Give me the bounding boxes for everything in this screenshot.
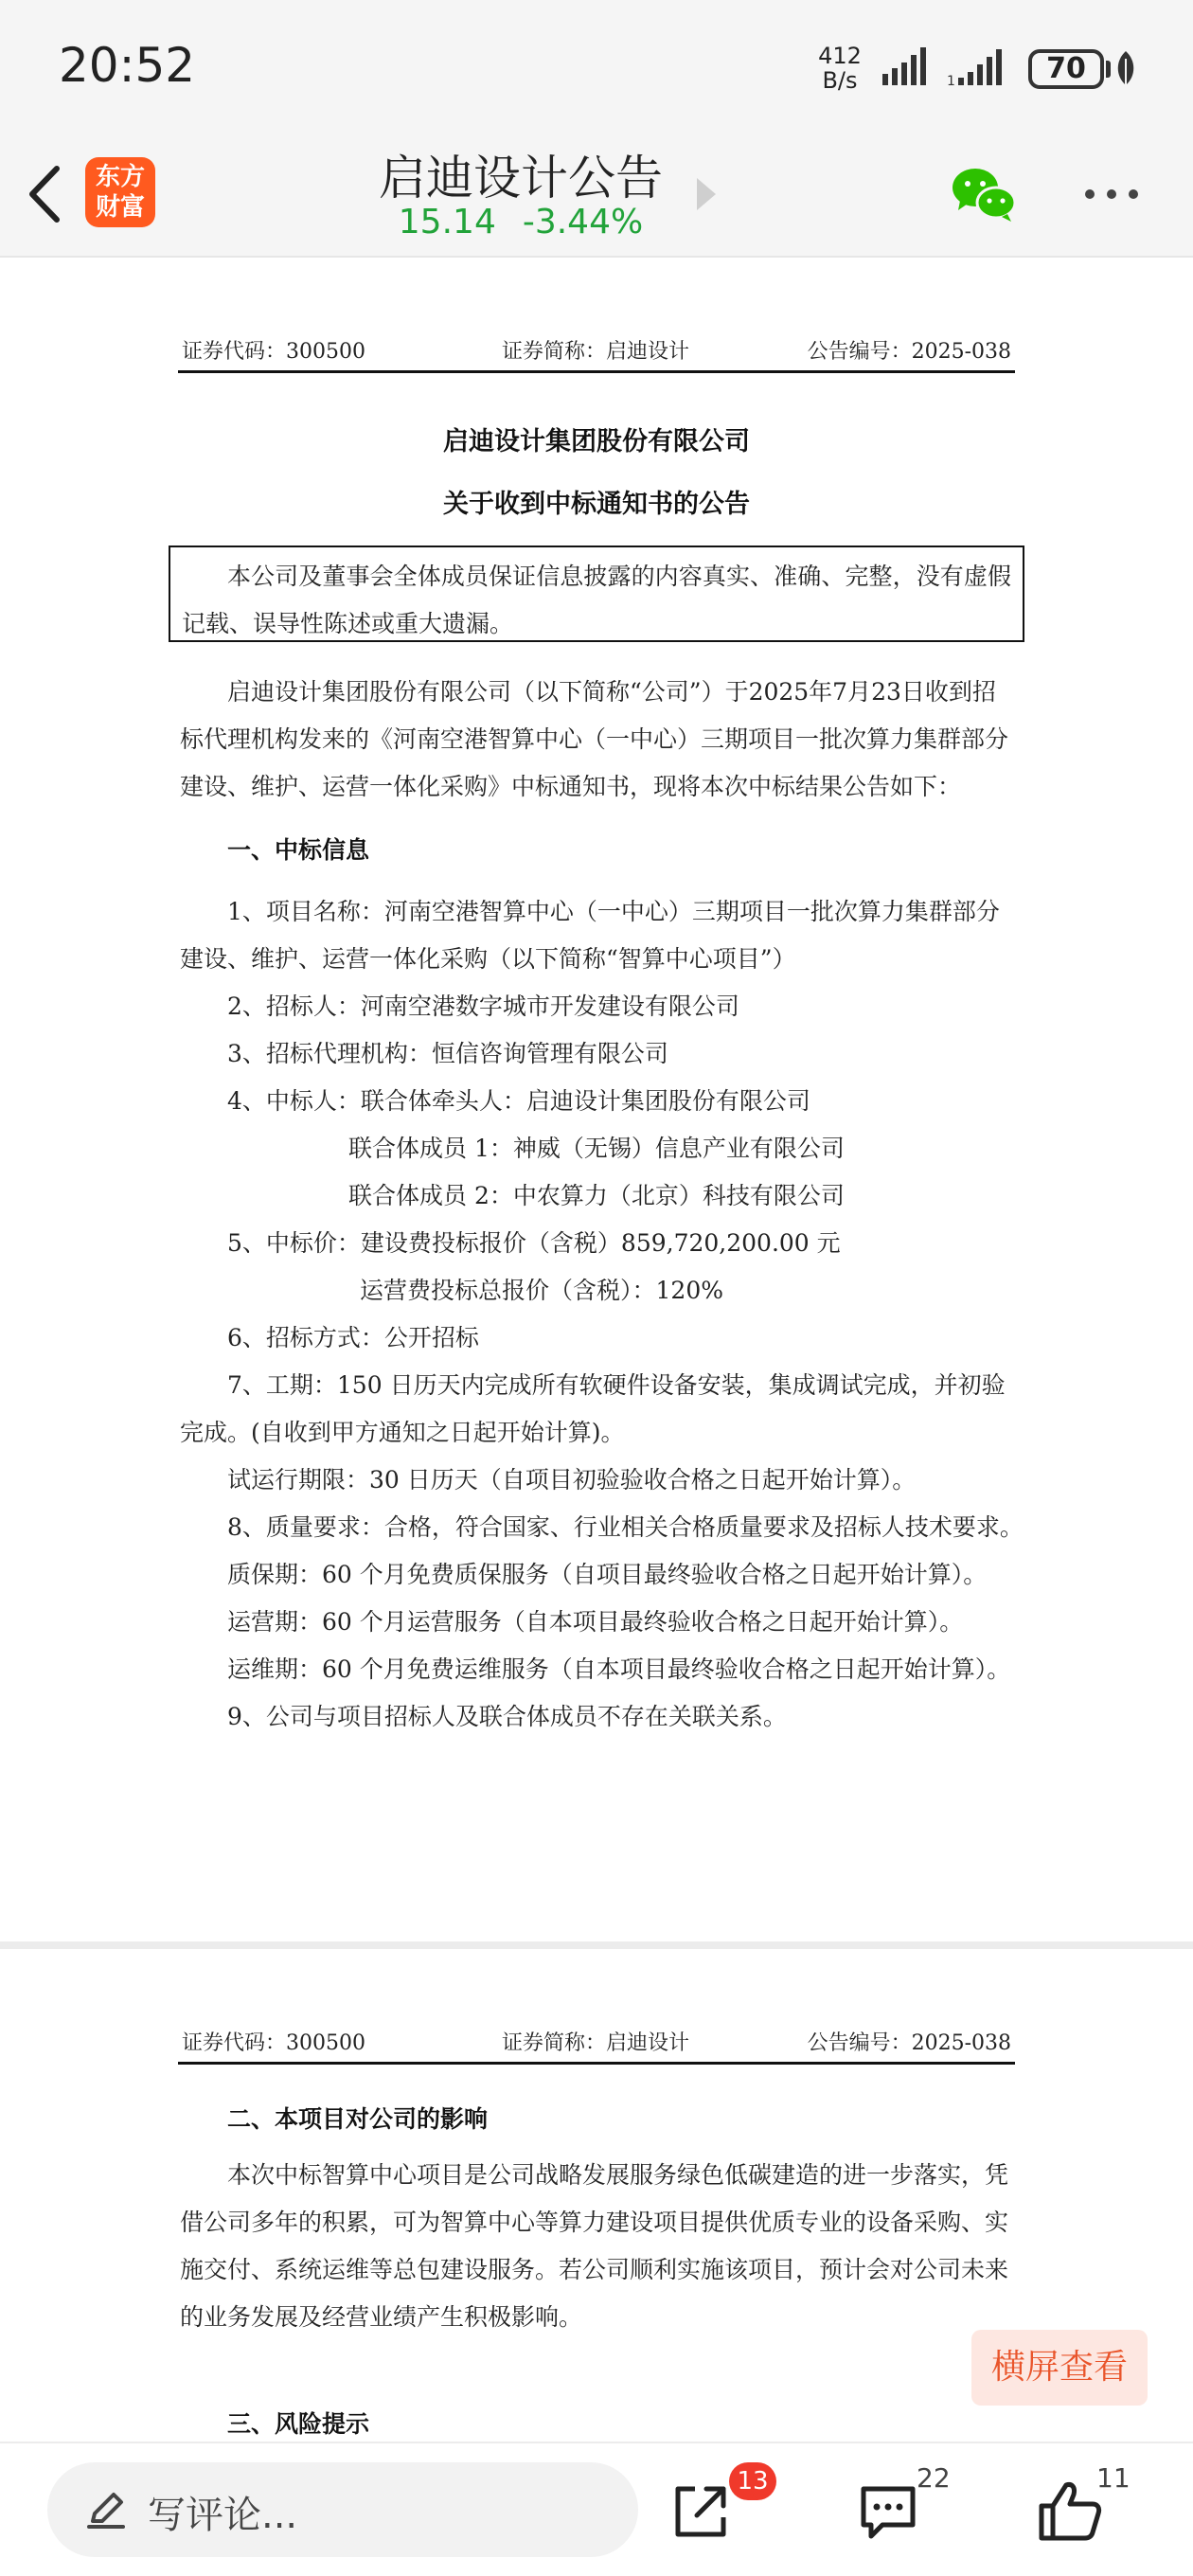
disclosure-notice-box (169, 546, 1024, 642)
comments-icon[interactable] (858, 2483, 918, 2542)
comments-count: 22 (917, 2462, 951, 2494)
bid-item-duration: 7、工期：150 日历天内完成所有软硬件设备安装，集成调试完成，并初验完成。(自收到甲方通知之日起开始计算)。 (180, 1371, 1006, 1446)
pencil-icon (85, 2489, 127, 2531)
network-speed (816, 44, 864, 93)
bid-item-project-name: 1、项目名称：河南空港智算中心（一中心）三期项目一批次算力集群部分建设、维护、运营一体化采购（以下简称“智算中心项目”） (180, 898, 1000, 973)
bid-item-maintenance-period: 运维期：60 个月免费运维服务（自本项目最终验收合格之日起开始计算）。 (227, 1655, 1011, 1683)
document-header (178, 335, 1015, 373)
bid-item-agency: 3、招标代理机构：恒信咨询管理有限公司 (227, 1040, 668, 1067)
battery-indicator: 70 (1028, 49, 1104, 89)
document-page-1 (0, 258, 1193, 1941)
bid-item-member-1: 联合体成员 1：神威（无锡）信息产业有限公司 (348, 1135, 845, 1162)
svg-text:1: 1 (947, 74, 955, 87)
section-title-bid-info: 一、中标信息 (227, 836, 370, 864)
bid-item-operation-period: 运营期：60 个月运营服务（自本项目最终验收合格之日起开始计算）。 (227, 1608, 964, 1636)
app-header (0, 133, 1193, 258)
like-thumb-icon[interactable] (1038, 2479, 1102, 2542)
logo-line2: 财富 (95, 193, 145, 222)
back-arrow-icon[interactable] (23, 161, 68, 227)
section-title-risk: 三、风险提示 (227, 2410, 370, 2438)
likes-count: 11 (1096, 2462, 1131, 2494)
disclosure-notice-text: 本公司及董事会全体成员保证信息披露的内容真实、准确、完整，没有虚假记载、误导性陈述或重大遗漏。 (182, 563, 1011, 637)
logo-line1: 东方 (95, 163, 145, 191)
share-icon[interactable] (670, 2481, 731, 2542)
comment-placeholder: 写评论... (148, 2494, 298, 2537)
bid-item-warranty: 质保期：60 个月免费质保服务（自项目最终验收合格之日起开始计算）。 (227, 1561, 988, 1588)
page-separator (0, 1941, 1193, 1949)
security-abbreviation: 证券简称：启迪设计 (502, 2031, 690, 2055)
wifi-signal-icon (881, 45, 934, 87)
network-speed-value: 412 (818, 43, 862, 69)
status-bar (0, 0, 1193, 133)
landscape-view-button[interactable]: 横屏查看 (971, 2330, 1148, 2406)
bid-item-relationship: 9、公司与项目招标人及联合体成员不存在关联关系。 (227, 1703, 787, 1730)
stock-price: 15.14 (398, 203, 496, 242)
bid-item-operation-price: 运营费投标总报价（含税）：120% (360, 1277, 723, 1304)
announcement-number: 公告编号：2025-038 (807, 2031, 1011, 2055)
announcement-number: 公告编号：2025-038 (807, 340, 1011, 364)
leaf-icon (1113, 49, 1138, 87)
intro-paragraph: 启迪设计集团股份有限公司（以下简称“公司”）于2025年7月23日收到招标代理机构发来的《河南空港智算中心（一中心）三期项目一批次算力集群部分建设、维护、运营一体化采购》中标通知书，现将本次中标结果公告如下： (180, 678, 1009, 800)
document-header-page-2 (178, 2027, 1015, 2065)
network-speed-unit: B/s (822, 67, 858, 94)
bid-item-trial-period: 试运行期限：30 日历天（自项目初验验收合格之日起开始计算）。 (227, 1466, 917, 1494)
stock-name[interactable]: 启迪设计公告 (379, 151, 663, 206)
bid-item-price: 5、中标价：建设费投标报价（含税）859,720,200.00 元 (227, 1229, 841, 1257)
company-name: 启迪设计集团股份有限公司 (443, 427, 750, 456)
bid-item-winner: 4、中标人：联合体牵头人：启迪设计集团股份有限公司 (227, 1087, 810, 1115)
bid-item-method: 6、招标方式：公开招标 (227, 1324, 479, 1351)
wechat-icon[interactable] (951, 165, 1017, 224)
comment-input[interactable] (47, 2462, 638, 2557)
app-logo[interactable] (85, 157, 155, 227)
stock-detail-arrow-icon[interactable] (697, 178, 716, 210)
status-time: 20:52 (59, 38, 196, 93)
more-options-icon[interactable] (1083, 188, 1140, 201)
stock-change: -3.44% (522, 203, 644, 242)
battery-tip (1106, 61, 1111, 78)
impact-paragraph: 本次中标智算中心项目是公司战略发展服务绿色低碳建造的进一步落实，凭借公司多年的积累，可为智算中心等算力建设项目提供优质专业的设备采购、实施交付、系统运维等总包建设服务。若公司顺利实施该项目，预计会对公司未来的业务发展及经营业绩产生积极影响。 (180, 2161, 1009, 2331)
bid-item-member-2: 联合体成员 2：中农算力（北京）科技有限公司 (348, 1182, 845, 1209)
section-title-impact: 二、本项目对公司的影响 (227, 2105, 489, 2133)
bid-item-tenderer: 2、招标人：河南空港数字城市开发建设有限公司 (227, 993, 739, 1020)
security-abbreviation: 证券简称：启迪设计 (502, 340, 690, 364)
security-code: 证券代码：300500 (182, 2031, 365, 2055)
share-badge: 13 (729, 2462, 776, 2500)
bid-item-quality: 8、质量要求：合格，符合国家、行业相关合格质量要求及招标人技术要求。 (227, 1513, 1024, 1541)
stock-quote (284, 203, 757, 242)
security-code: 证券代码：300500 (182, 340, 365, 364)
announcement-title: 关于收到中标通知书的公告 (443, 490, 750, 519)
bottom-action-bar (0, 2442, 1193, 2576)
cell-signal-icon (947, 45, 1015, 87)
